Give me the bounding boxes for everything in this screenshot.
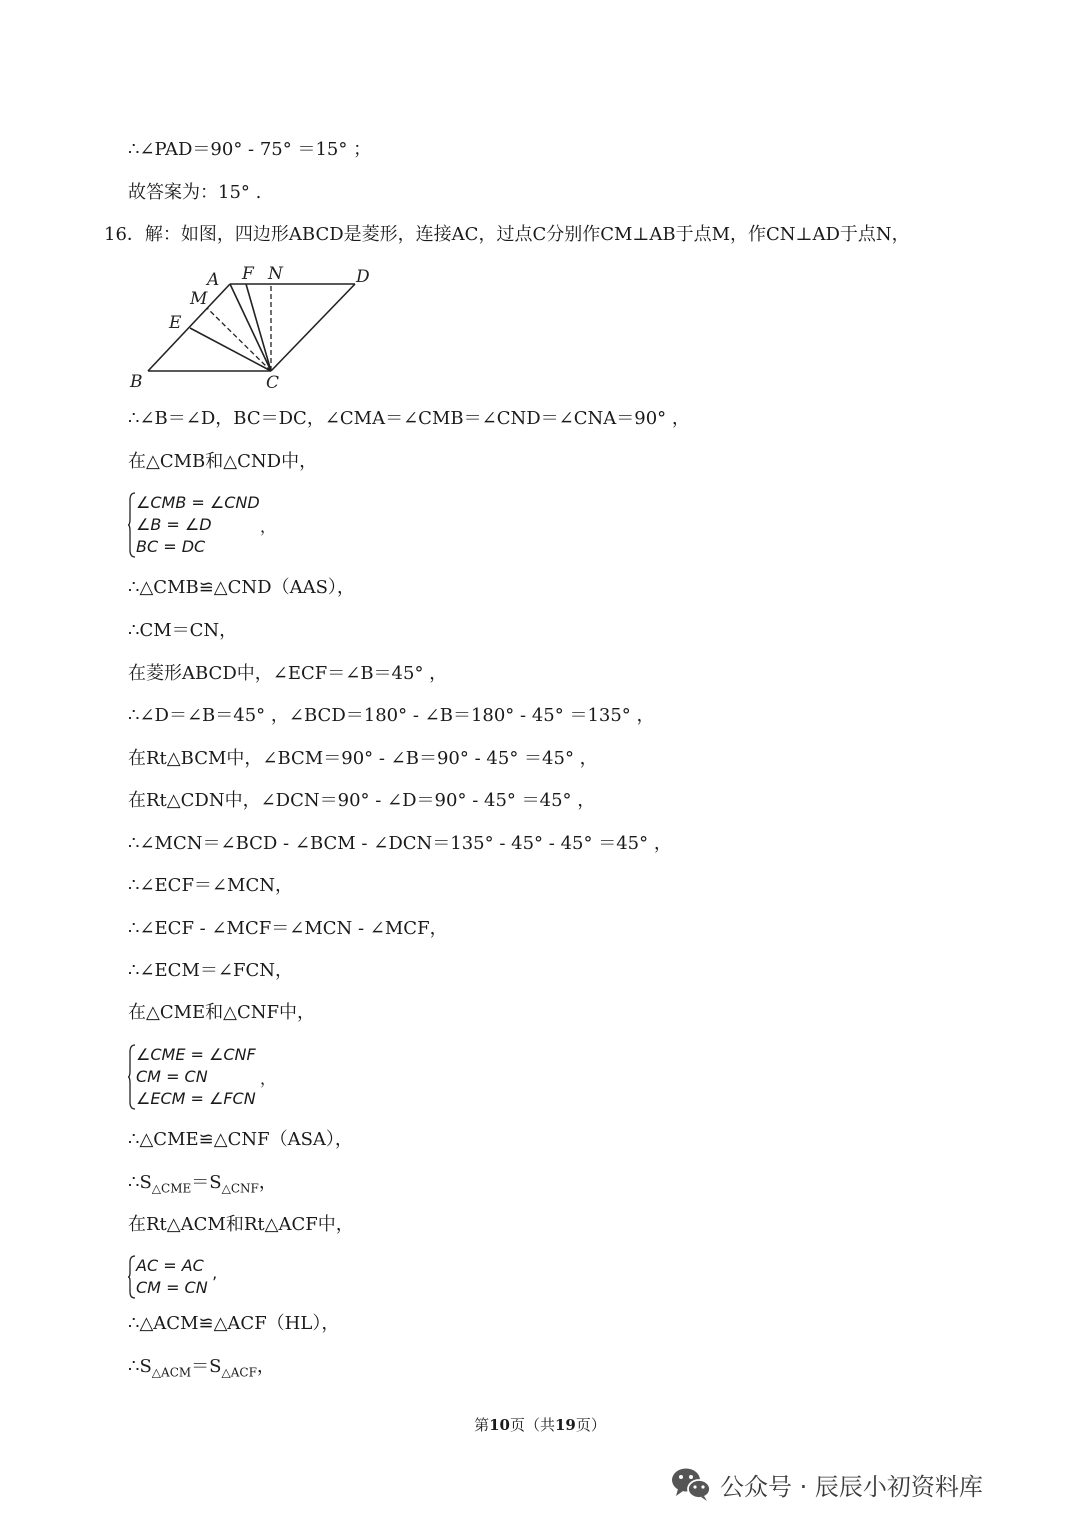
area-suffix: ， xyxy=(256,1356,275,1377)
text-line: ∴△CMB≌△CND（AAS）， xyxy=(128,577,355,598)
equation-row: ∠CME = ∠CNF xyxy=(136,1045,256,1064)
area-prefix: ∴S xyxy=(128,1172,152,1193)
problem-16-heading: 16．解：如图，四边形ABCD是菱形，连接AC，过点C分别作CM⊥AB于点M，作CN⊥AD于点N， xyxy=(104,224,910,245)
equation-suffix: ， xyxy=(260,517,277,536)
footer-prefix: 第 xyxy=(474,1416,490,1434)
equation-system xyxy=(128,492,288,558)
area-subscript: △CME xyxy=(151,1181,192,1196)
equation-row: ∠CMB = ∠CND xyxy=(136,493,260,512)
label-f: F xyxy=(242,264,254,284)
area-equation xyxy=(128,1171,277,1201)
label-a: A xyxy=(207,270,220,290)
text-line: ∴∠PAD＝90° ‐ 75° ＝15° ； xyxy=(128,139,372,160)
equation-row: CM = CN xyxy=(136,1067,208,1086)
segment-ce xyxy=(190,328,271,371)
label-n: N xyxy=(268,264,283,284)
text-line: ∴CM＝CN， xyxy=(128,620,238,641)
area-mid: ＝S xyxy=(191,1356,222,1377)
text-line: ∴∠ECF＝∠MCN， xyxy=(128,875,293,896)
brace-icon xyxy=(128,1044,136,1110)
label-c: C xyxy=(266,373,280,393)
label-d: D xyxy=(356,267,370,287)
brace-icon xyxy=(128,492,136,558)
text-line: 在Rt△BCM中，∠BCM＝90° ‐ ∠B＝90° ‐ 45° ＝45° ， xyxy=(128,748,598,769)
equation-row: ∠B = ∠D xyxy=(136,515,212,534)
side-cd xyxy=(271,284,355,371)
area-suffix: ， xyxy=(258,1172,277,1193)
text-line: ∴△ACM≌△ACF（HL）， xyxy=(128,1313,340,1334)
total-pages: 19 xyxy=(555,1416,576,1434)
text-line: 在△CMB和△CND中， xyxy=(128,451,318,472)
text-line: 在Rt△CDN中，∠DCN＝90° ‐ ∠D＝90° ‐ 45° ＝45° ， xyxy=(128,790,596,811)
equation-suffix: ， xyxy=(260,1069,277,1088)
footer-suffix: 页） xyxy=(575,1416,606,1434)
text-line: ∴∠ECM＝∠FCN， xyxy=(128,960,293,981)
watermark xyxy=(670,1464,983,1504)
area-prefix: ∴S xyxy=(128,1356,152,1377)
side-ab xyxy=(148,284,230,371)
page-footer xyxy=(0,1414,1080,1436)
equation-suffix: ’ xyxy=(212,1273,218,1292)
text-line: ∴∠B＝∠D，BC＝DC，∠CMA＝∠CMB＝∠CND＝∠CNA＝90° ， xyxy=(128,408,690,429)
text-line: 在Rt△ACM和Rt△ACF中， xyxy=(128,1214,354,1235)
footer-middle: 页（共 xyxy=(509,1416,555,1434)
area-mid: ＝S xyxy=(191,1172,222,1193)
area-equation xyxy=(128,1355,275,1385)
area-subscript: △ACF xyxy=(221,1365,257,1380)
label-e: E xyxy=(169,313,182,333)
equation-system xyxy=(128,1255,288,1299)
text-line: 故答案为：15° . xyxy=(128,182,262,203)
text-line: ∴∠ECF ‐ ∠MCF＝∠MCN ‐ ∠MCF， xyxy=(128,918,448,939)
watermark-text: 公众号 · 辰辰小初资料库 xyxy=(720,1472,983,1501)
label-b: B xyxy=(130,372,143,392)
equation-system xyxy=(128,1044,288,1110)
wechat-icon xyxy=(670,1466,712,1502)
text-line: ∴∠D＝∠B＝45° ，∠BCD＝180° ‐ ∠B＝180° ‐ 45° ＝135° ， xyxy=(128,705,655,726)
equation-row: ∠ECM = ∠FCN xyxy=(136,1089,256,1108)
text-line: ∴△CME≌△CNF（ASA）， xyxy=(128,1129,353,1150)
rhombus-figure xyxy=(124,260,374,395)
text-line: 在△CME和△CNF中， xyxy=(128,1002,316,1023)
text-line: ∴∠MCN＝∠BCD ‐ ∠BCM ‐ ∠DCN＝135° ‐ 45° ‐ 45° ＝45° ， xyxy=(128,833,672,854)
equation-row: BC = DC xyxy=(136,537,206,556)
page-number: 10 xyxy=(489,1416,510,1434)
equation-row: AC = AC xyxy=(136,1256,204,1275)
equation-row: CM = CN xyxy=(136,1278,208,1297)
label-m: M xyxy=(190,289,208,309)
area-subscript: △CNF xyxy=(221,1181,259,1196)
area-subscript: △ACM xyxy=(151,1365,192,1380)
text-line: 在菱形ABCD中，∠ECF＝∠B＝45° ， xyxy=(128,663,448,684)
brace-icon xyxy=(128,1255,136,1299)
